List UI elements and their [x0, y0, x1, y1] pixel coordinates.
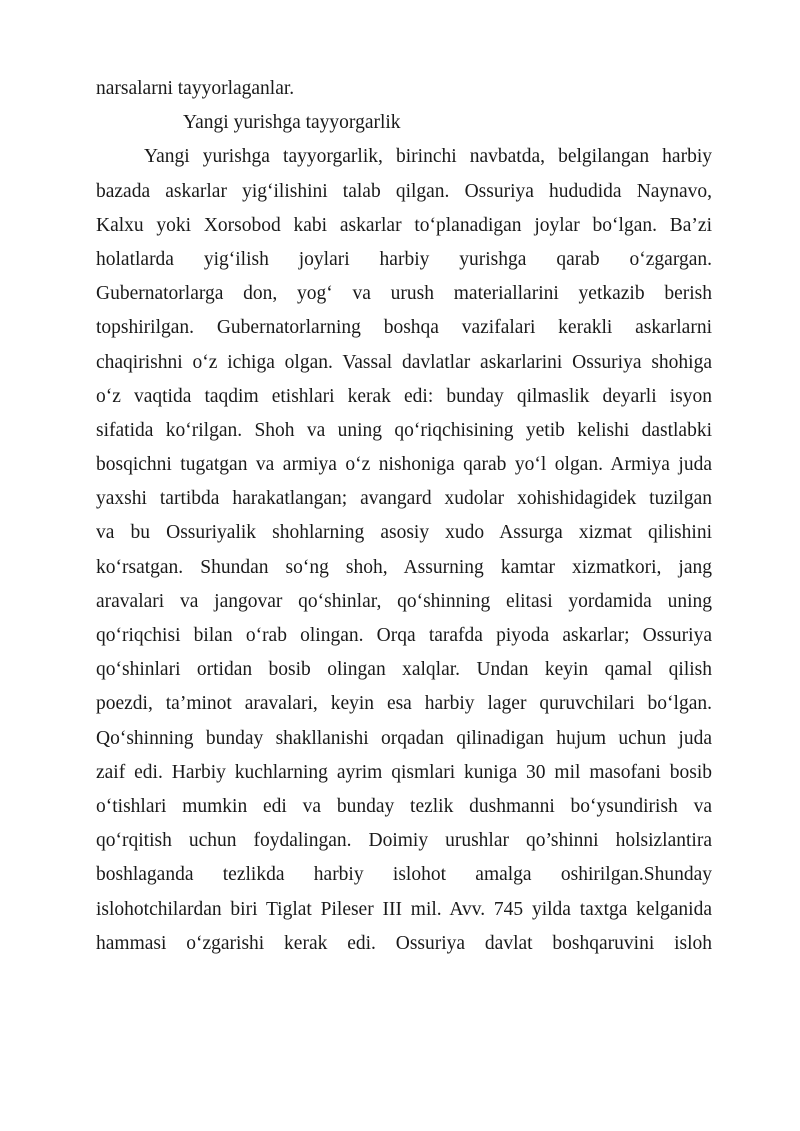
- paragraph-line: islohotchilardan biri Tiglat Pileser III mil. Avv. 745 yilda taxtga kelganida: [96, 898, 712, 920]
- paragraph-line: o‘tishlari mumkin edi va bunday tezlik dushmanni bo‘ysundirish va: [96, 795, 712, 817]
- paragraph-line: chaqirishni o‘z ichiga olgan. Vassal davlatlar askarlarini Ossuriya shohiga: [96, 351, 712, 373]
- section-heading: Yangi yurishga tayyorgarlik: [183, 112, 401, 134]
- paragraph-line: poezdi, ta’minot aravalari, keyin esa harbiy lager quruvchilari bo‘lgan.: [96, 693, 712, 715]
- paragraph-line: Qo‘shinning bunday shakllanishi orqadan qilinadigan hujum uchun juda: [96, 727, 712, 749]
- paragraph-line: o‘z vaqtida taqdim etishlari kerak edi: bunday qilmaslik deyarli isyon: [96, 385, 712, 407]
- paragraph-line: bazada askarlar yig‘ilishini talab qilgan. Ossuriya hududida Naynavo,: [96, 180, 712, 202]
- paragraph-line: aravalari va jangovar qo‘shinlar, qo‘shinning elitasi yordamida uning: [96, 590, 712, 612]
- paragraph-line: Kalxu yoki Xorsobod kabi askarlar to‘planadigan joylar bo‘lgan. Ba’zi: [96, 214, 712, 236]
- paragraph-line: ko‘rsatgan. Shundan so‘ng shoh, Assurning kamtar xizmatkori, jang: [96, 556, 712, 578]
- paragraph-line: zaif edi. Harbiy kuchlarning ayrim qismlari kuniga 30 mil masofani bosib: [96, 761, 712, 783]
- paragraph-line: topshirilgan. Gubernatorlarning boshqa vazifalari kerakli askarlarni: [96, 317, 712, 339]
- document-page: [96, 72, 712, 961]
- continuation-line: narsalarni tayyorlaganlar.: [96, 78, 295, 99]
- paragraph-line: Gubernatorlarga don, yog‘ va urush materiallarini yetkazib berish: [96, 283, 712, 305]
- paragraph-line: va bu Ossuriyalik shohlarning asosiy xudo Assurga xizmat qilishini: [96, 522, 712, 544]
- paragraph-line: hammasi o‘zgarishi kerak edi. Ossuriya davlat boshqaruvini isloh: [96, 932, 712, 954]
- paragraph-line: boshlaganda tezlikda harbiy islohot amalga oshirilgan.Shunday: [96, 864, 712, 886]
- paragraph-line: qo‘shinlari ortidan bosib olingan xalqlar. Undan keyin qamal qilish: [96, 659, 712, 681]
- body-paragraph: [96, 140, 712, 961]
- paragraph-line: qo‘riqchisi bilan o‘rab olingan. Orqa tarafda piyoda askarlar; Ossuriya: [96, 625, 712, 646]
- paragraph-line: qo‘rqitish uchun foydalingan. Doimiy urushlar qo’shinni holsizlantira: [96, 830, 712, 852]
- paragraph-line: Yangi yurishga tayyorgarlik, birinchi navbatda, belgilangan harbiy: [144, 146, 712, 168]
- paragraph-line: holatlarda yig‘ilish joylari harbiy yurishga qarab o‘zgargan.: [96, 248, 712, 270]
- paragraph-line: yaxshi tartibda harakatlangan; avangard xudolar xohishidagidek tuzilgan: [96, 488, 712, 510]
- paragraph-line: bosqichni tugatgan va armiya o‘z nishoniga qarab yo‘l olgan. Armiya juda: [96, 454, 712, 476]
- paragraph-line: sifatida ko‘rilgan. Shoh va uning qo‘riqchisining yetib kelishi dastlabki: [96, 419, 712, 441]
